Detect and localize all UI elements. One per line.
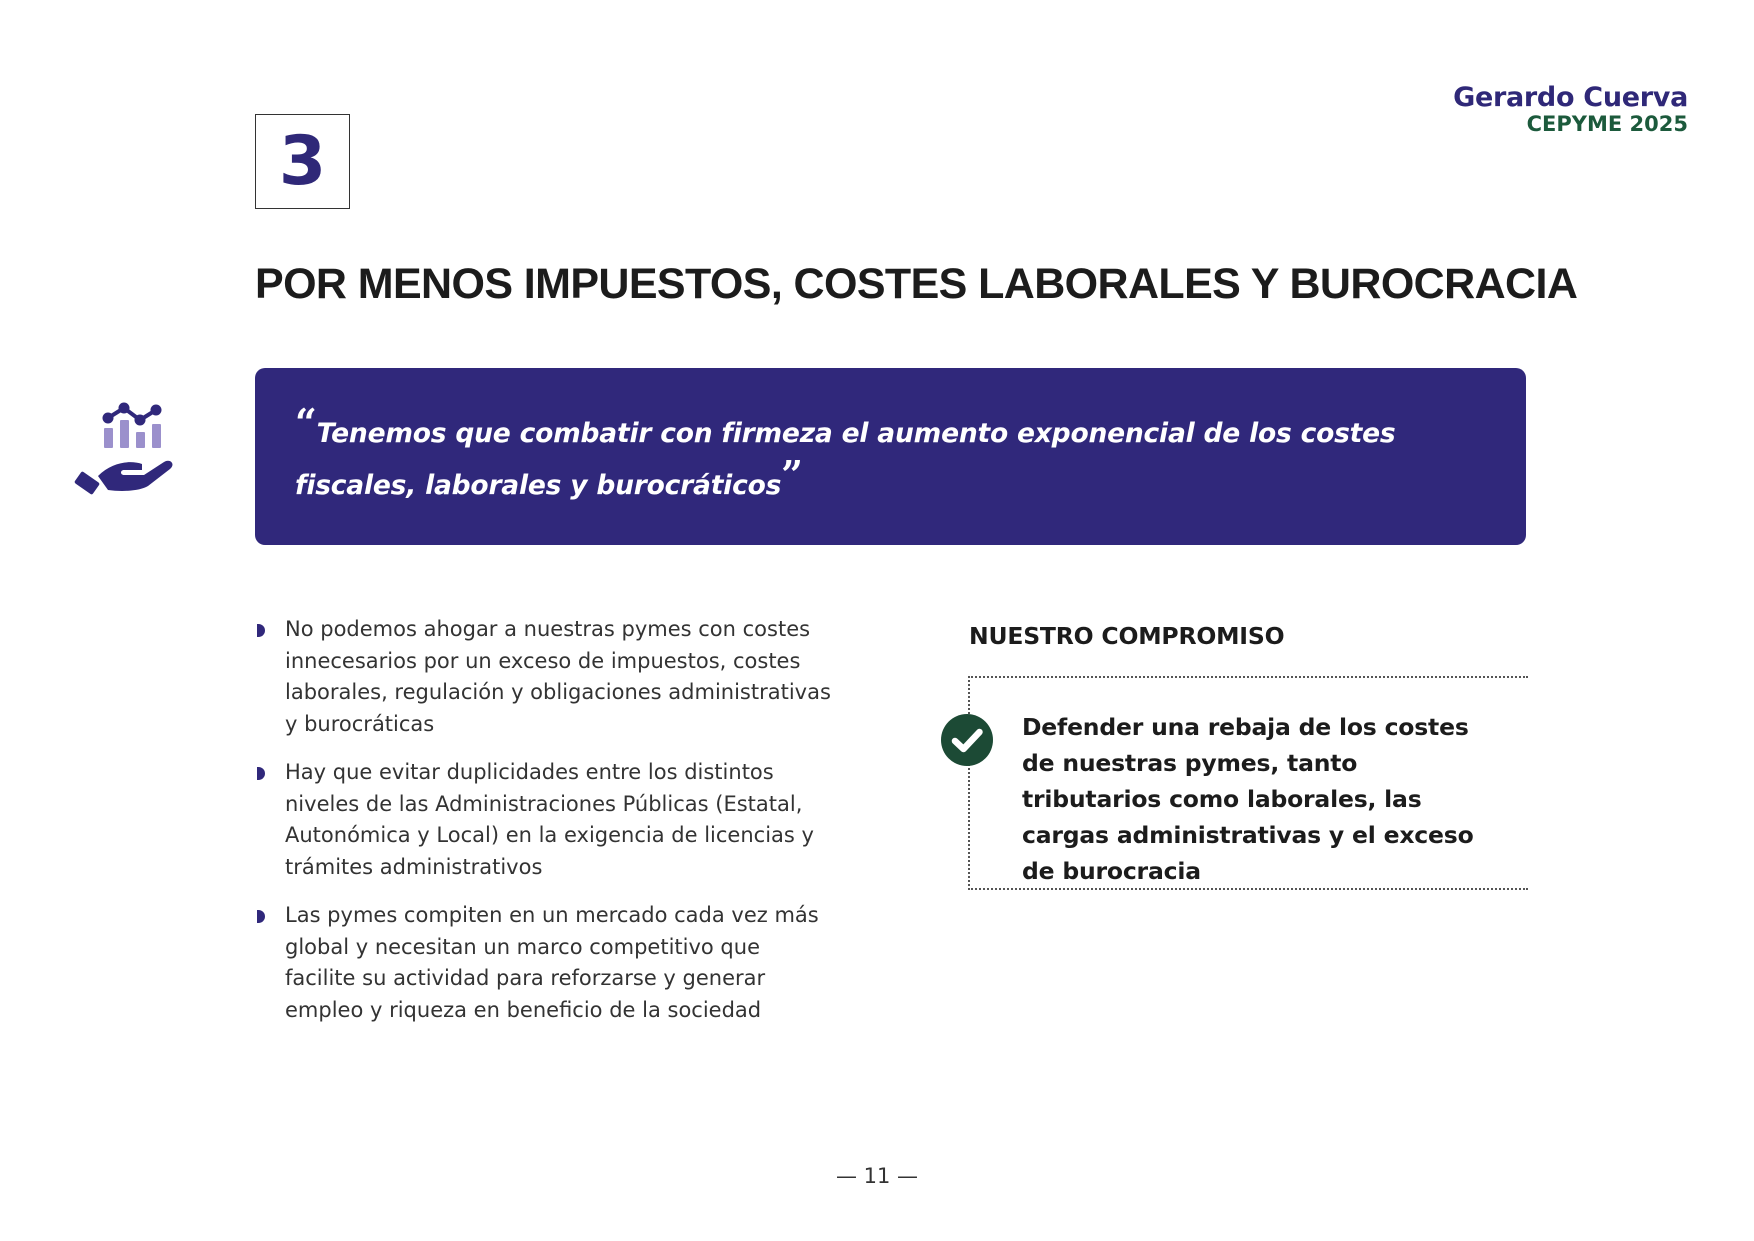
quote-banner bbox=[255, 368, 1526, 545]
bullet-marker-icon bbox=[257, 910, 265, 923]
section-number: 3 bbox=[255, 114, 350, 209]
quote-text bbox=[295, 400, 1466, 512]
bullet-marker-icon bbox=[257, 767, 265, 780]
list-item bbox=[255, 614, 835, 740]
quote-body: Tenemos que combatir con firmeza el aumento exponencial de los costes fiscales, laborales y burocráticos bbox=[295, 418, 1396, 501]
brand-logo bbox=[1453, 84, 1688, 135]
check-circle-icon bbox=[940, 713, 994, 767]
commitment-text: Defender una rebaja de los costes de nuestras pymes, tanto tributarios como laborales, las cargas administrativas y el exceso de burocracia bbox=[1022, 713, 1474, 885]
brand-subtitle: CEPYME 2025 bbox=[1526, 112, 1688, 136]
bullet-list bbox=[255, 614, 835, 1043]
page-title: POR MENOS IMPUESTOS, COSTES LABORALES Y BUROCRACIA bbox=[255, 260, 1578, 308]
commitment-heading: NUESTRO COMPROMISO bbox=[969, 622, 1285, 650]
brand-name: Gerardo Cuerva bbox=[1453, 82, 1688, 113]
bullet-text: No podemos ahogar a nuestras pymes con costes innecesarios por un exceso de impuestos, costes laborales, regulación y obligaciones administrativas y burocráticas bbox=[285, 617, 831, 736]
hand-growth-chart-icon bbox=[74, 402, 178, 506]
list-item bbox=[255, 757, 835, 883]
page-number: — 11 — bbox=[835, 1164, 919, 1188]
list-item bbox=[255, 900, 835, 1026]
bullet-marker-icon bbox=[257, 624, 265, 637]
quote-open-mark: “ bbox=[295, 400, 317, 445]
bullet-text: Las pymes compiten en un mercado cada vez más global y necesitan un marco competitivo que facilite su actividad para reforzarse y generar empleo y riqueza en beneficio de la sociedad bbox=[285, 903, 819, 1022]
bullet-text: Hay que evitar duplicidades entre los distintos niveles de las Administraciones Públicas (Estatal, Autonómica y Local) en la exigencia de licencias y trámites administrativos bbox=[285, 760, 814, 879]
quote-close-mark: ” bbox=[781, 452, 803, 497]
